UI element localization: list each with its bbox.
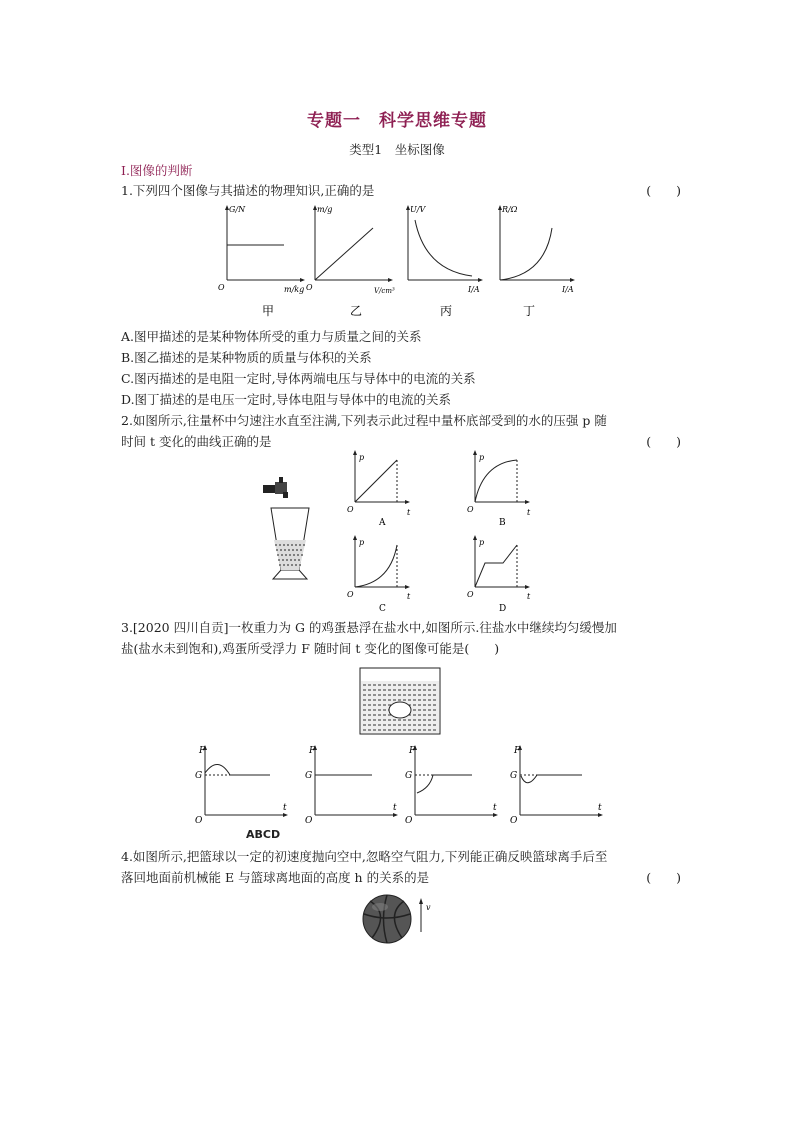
q2-graph-a-origin: O: [347, 505, 354, 514]
q1-option-c: C.图丙描述的是电阻一定时,导体两端电压与导体中的电流的关系: [121, 371, 476, 386]
q3-graph-c: [405, 745, 498, 826]
q3-graph-d-level: G: [510, 771, 518, 781]
q2-graph-b-x: t: [527, 508, 531, 517]
graph-jia-origin: O: [218, 283, 225, 292]
q1-stem-text: 1.下列四个图像与其描述的物理知识,正确的是: [121, 183, 375, 198]
q3-stem: [121, 617, 681, 659]
answer-paren: ( ): [646, 183, 681, 198]
velocity-arrow-icon: [419, 898, 423, 932]
q3-stem-line1: 3.[2020 四川自贡]一枚重力为 G 的鸡蛋悬浮在盐水中,如图所示.往盐水中继续均匀缓慢加: [121, 620, 617, 635]
q2-graph-a-y: p: [359, 453, 365, 462]
q2-graph-d-label: D: [499, 604, 507, 614]
q3-graph-b: [305, 745, 398, 826]
q4-figure: [360, 892, 440, 947]
q2-graph-b: [467, 450, 531, 528]
q4-stem-line2: 落回地面前机械能 E 与篮球离地面的高度 h 的关系的是: [121, 870, 430, 885]
q2-graph-b-label: B: [499, 518, 506, 528]
q3-graph-b-level: G: [305, 771, 313, 781]
q2-graph-c-x: t: [407, 592, 411, 601]
graph-ding-y-label: R/Ω: [502, 205, 518, 214]
q2-graph-d-x: t: [527, 592, 531, 601]
q2-graph-b-origin: O: [467, 505, 474, 514]
graph-yi: [306, 205, 395, 318]
graph-jia-label: 甲: [262, 304, 275, 318]
velocity-label: v: [426, 903, 431, 912]
graph-bing: [406, 205, 483, 318]
q2-graph-a: [347, 450, 411, 528]
q3-graph-d-y: F: [514, 746, 521, 756]
q2-stem-line1: 2.如图所示,往量杯中匀速注水直至注满,下列表示此过程中量杯底部受到的水的压强 p 随: [121, 413, 607, 428]
q2-graph-c-label: C: [379, 604, 386, 614]
egg-icon: [389, 702, 411, 718]
q3-graph-a-origin: O: [195, 816, 203, 826]
tap-icon: [263, 477, 288, 498]
q2-graph-d-y: p: [479, 538, 485, 547]
q2-graph-a-x: t: [407, 508, 411, 517]
q3-graph-c-level: G: [405, 771, 413, 781]
graph-jia-y-label: G/N: [229, 205, 246, 214]
graph-yi-origin: O: [306, 283, 313, 292]
graph-bing-x-label: I/A: [468, 285, 480, 294]
q2-graph-c-origin: O: [347, 590, 354, 599]
beaker-egg-figure: [355, 663, 445, 738]
q3-graph-d: [510, 745, 603, 826]
q1-graphs: [210, 200, 610, 325]
q1-option-b: B.图乙描述的是某种物质的质量与体积的关系: [121, 350, 372, 365]
q3-stem-line2: 盐(盐水未到饱和),鸡蛋所受浮力 F 随时间 t 变化的图像可能是( ): [121, 641, 500, 656]
q3-graph-b-origin: O: [305, 816, 313, 826]
graph-yi-label: 乙: [350, 304, 363, 318]
q3-graph-a-y: F: [199, 746, 206, 756]
graph-bing-y-label: U/V: [410, 205, 426, 214]
q3-graph-b-x: t: [393, 803, 397, 813]
graph-yi-x-label: V/cm³: [374, 287, 395, 295]
q1-option-d: D.图丁描述的是电压一定时,导体电阻与导体中的电流的关系: [121, 392, 452, 407]
q1-option-a: A.图甲描述的是某种物体所受的重力与质量之间的关系: [121, 329, 422, 344]
q2-graph-c-y: p: [359, 538, 365, 547]
graph-bing-label: 丙: [440, 304, 453, 318]
q2-graph-d: [467, 535, 531, 614]
q2-figures: [255, 445, 555, 615]
q2-graph-c: [347, 535, 411, 614]
graph-ding: [498, 205, 575, 318]
q3-graph-c-x: t: [493, 803, 497, 813]
graph-jia: [218, 205, 305, 318]
graph-jia-x-label: m/kg: [284, 285, 305, 294]
q3-graph-a-x: t: [283, 803, 287, 813]
q2-graph-b-y: p: [479, 453, 485, 462]
q3-graph-d-x: t: [598, 803, 602, 813]
page-title: 专题一 科学思维专题: [307, 111, 487, 131]
graph-ding-x-label: I/A: [562, 285, 574, 294]
page-subtitle: 类型1 坐标图像: [349, 142, 445, 157]
q3-graph-a: [195, 745, 288, 826]
answer-paren: ( ): [646, 870, 681, 885]
q3-graphs: [190, 740, 620, 840]
q3-graph-c-y: F: [409, 746, 416, 756]
q2-graph-a-label: A: [379, 518, 386, 528]
q2-stem-line2: 时间 t 变化的曲线正确的是: [121, 434, 272, 449]
graph-yi-y-label: m/g: [317, 205, 333, 214]
q3-graph-c-origin: O: [405, 816, 413, 826]
q4-stem-line1: 4.如图所示,把篮球以一定的初速度抛向空中,忽略空气阻力,下列能正确反映篮球离手后至: [121, 849, 608, 864]
q2-graph-d-origin: O: [467, 590, 474, 599]
q1-stem: [121, 180, 681, 201]
basketball-icon: [363, 895, 411, 943]
q4-stem: [121, 846, 681, 888]
q3-graph-d-origin: O: [510, 816, 518, 826]
graph-ding-label: 丁: [523, 304, 536, 318]
q3-caption: ABCD: [246, 828, 281, 841]
answer-paren: ( ): [646, 434, 681, 449]
measuring-cup-icon: [271, 508, 309, 579]
section-heading: Ⅰ.图像的判断: [121, 163, 193, 178]
q3-graph-a-level: G: [195, 771, 203, 781]
q3-graph-b-y: F: [309, 746, 316, 756]
